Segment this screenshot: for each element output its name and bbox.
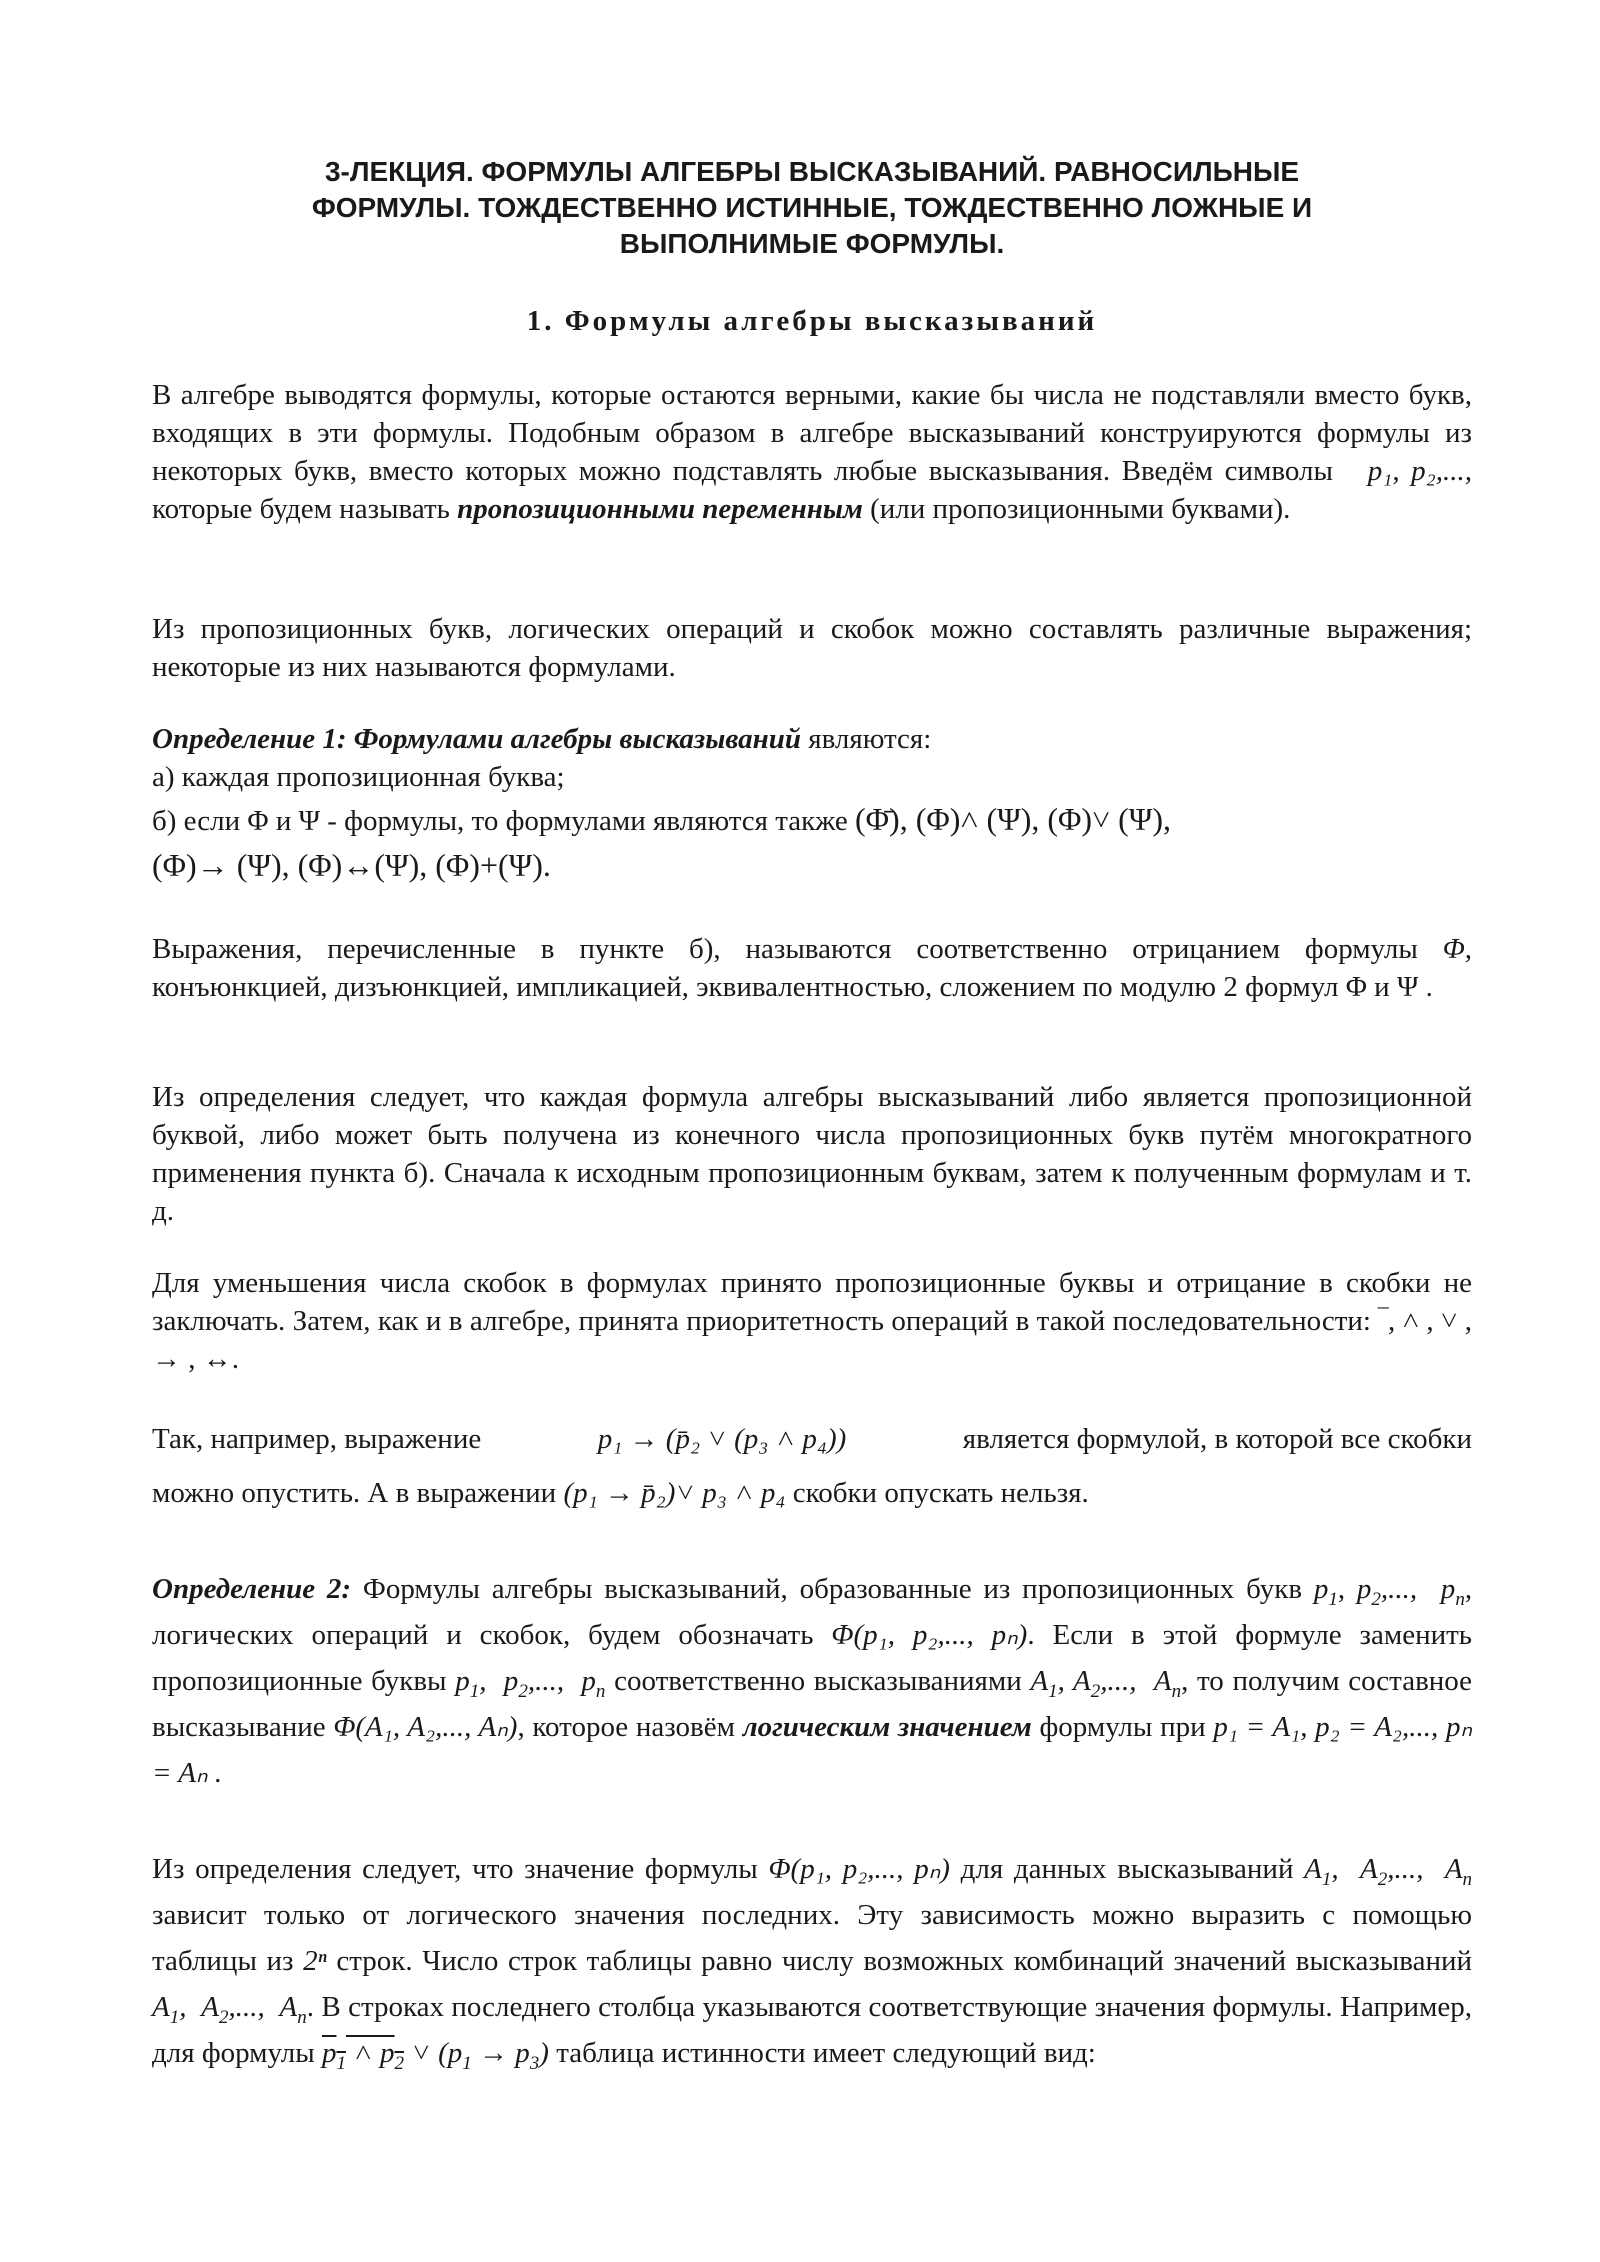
- p7-phi-p: Φ(p₁, p₂,..., pₙ): [768, 1853, 950, 1885]
- psi-symbol: Ψ: [298, 805, 321, 837]
- p6-text-d: скобки опускать нельзя.: [792, 1477, 1089, 1509]
- p7-text-d: строк. Число строк таблицы равно числу возможных комбинаций значений высказываний: [336, 1945, 1473, 1977]
- def2-phi-p: Φ(p₁, p₂,..., pₙ): [831, 1619, 1028, 1651]
- and-word-2: и: [1374, 971, 1390, 1003]
- definition-1: [152, 720, 1472, 758]
- def2-phi-a: Φ(A₁, A₂,..., Aₙ): [333, 1711, 518, 1743]
- p6-text-a: Так, например, выражение: [152, 1423, 482, 1455]
- intro-math: p₁, p₂,...,: [1367, 455, 1473, 487]
- example-line-2: [152, 1474, 1472, 1512]
- def2-text-c: . Если в этой формуле заменить пропозиционные буквы: [152, 1619, 1473, 1697]
- section-title: 1. Формулы алгебры высказываний: [526, 305, 1098, 337]
- def1-item-b-mid: - формулы, то формулами являются также: [327, 805, 848, 837]
- def1-formulas-line-2: (Φ)→ (Ψ), (Φ)↔(Ψ), (Φ)+(Ψ).: [152, 847, 551, 883]
- p7-text-e: . В строках последнего столбца указываются соответствующие значения формулы. Например, для формулы: [152, 1991, 1472, 2069]
- paragraph-intro: [152, 376, 1472, 528]
- def2-term: логическим значением: [742, 1711, 1032, 1743]
- example-formula-1: p₁ → (p̄₂ ˅ (p₃ ˄ p₄)): [597, 1423, 847, 1455]
- intro-text-b: которые будем называть: [152, 493, 450, 525]
- phi-symbol: Φ: [247, 805, 269, 837]
- def2-label: Определение 2:: [152, 1573, 352, 1605]
- paragraph-truth-table: Из определения следует, что значение формулы Φ(p₁, p₂,..., pₙ) для данных высказываний $A_1$, $A_2$,..., $A_n$ зависит только от логического значения последних. Эту зависимость можно выразить с помощью таблицы из 2ⁿ строк. Число строк таблицы равно числу возможных комбинаций значений высказываний $A_1$, $A_2$,..., $A_n$. В строках последнего столбца указываются соответствующие значения формулы. Например, для формулы $p_1$ ˄ $p_2$ ˅ $(p_1 \to p_3)$ таблица истинности имеет следующий вид:: [152, 1853, 1473, 2074]
- def2-text-a: Формулы алгебры высказываний, образованные из пропозиционных букв: [362, 1573, 1303, 1605]
- def1-label: Определение 1:: [152, 723, 347, 755]
- title-line-1: 3-ЛЕКЦИЯ. ФОРМУЛЫ АЛГЕБРЫ ВЫСКАЗЫВАНИЙ. РАВНОСИЛЬНЫЕ: [324, 156, 1300, 187]
- paragraph-priority: [152, 1264, 1472, 1378]
- def2-text-d: соответственно высказываниями: [614, 1665, 1022, 1697]
- def1-item-b-start: б) если: [152, 805, 241, 837]
- phi-symbol-2: Φ: [1345, 971, 1367, 1003]
- p7-example-formula: $p_1$ ˄ $p_2$ ˅ $(p_1 \to p_3)$: [321, 2037, 549, 2074]
- example-line-1: [152, 1420, 1472, 1458]
- example-formula-2: (p₁ → p̄₂)˅ p₃ ˄ p₄: [563, 1477, 786, 1509]
- def1-term: Формулами алгебры высказываний: [353, 723, 801, 755]
- p6-text-c: можно опустить. А в выражении: [152, 1477, 557, 1509]
- p7-text-a: Из определения следует, что значение формулы: [152, 1853, 758, 1885]
- def2-text-g: формулы при: [1039, 1711, 1206, 1743]
- intro-text-c: (или пропозиционными буквами).: [870, 493, 1291, 525]
- paragraph-definition-consequence: Из определения следует, что каждая формула алгебры высказываний либо является пропозиционной буквой, либо может быть получена из конечного числа пропозиционных букв путём многократного применения пункта б). Сначала к исходным пропозиционным буквам, затем к полученным формулам и т. д.: [152, 1081, 1472, 1227]
- p7-text-f: таблица истинности имеет следующий вид:: [556, 2037, 1096, 2069]
- p7-text-b: для данных высказываний: [960, 1853, 1294, 1885]
- definition-2: Определение 2: Формулы алгебры высказываний, образованные из пропозиционных букв $p_1$, $p_2$,..., $p_n$, логических операций и скобок, будем обозначать Φ(p₁, p₂,..., pₙ). Если в этой формуле заменить пропозиционные буквы $p_1$, $p_2$,..., $p_n$ соответственно высказываниями $A_1$, $A_2$,..., $A_n$, то получим составное высказывание Φ(A₁, A₂,..., Aₙ), которое назовём логическим значением формулы при p₁ = A₁, p₂ = A₂,..., pₙ = Aₙ .: [152, 1573, 1473, 1789]
- paragraph-names: Выражения, перечисленные в пункте б), называются соответственно отрицанием формулы Φ, конъюнкцией, дизъюнкцией, импликацией, эквивалентностью, сложением по модулю 2 формул Φ и Ψ .: [152, 933, 1473, 1003]
- paragraph-expressions: Из пропозиционных букв, логических операций и скобок можно составлять различные выражения; некоторые из них называются формулами.: [152, 613, 1472, 683]
- intro-text: В алгебре выводятся формулы, которые остаются верными, какие бы числа не подставляли вместо букв, входящих в эти формулы. Подобным образом в алгебре высказываний конструируются формулы из некоторых букв, вместо которых можно подставлять любые высказывания. Введём символы: [152, 379, 1472, 487]
- def1-rest: являются:: [808, 723, 932, 755]
- def1-item-a: а) каждая пропозиционная буква;: [152, 761, 565, 793]
- phi-italic-symbol: Φ: [1442, 933, 1465, 965]
- p7-text-c: зависит только от логического значения последних. Эту зависимость можно выразить с помощью таблицы из: [152, 1899, 1472, 1977]
- p5-text: Для уменьшения числа скобок в формулах принято пропозиционные буквы и отрицание в скобки не заключать. Затем, как и в алгебре, принята приоритетность операций в такой последовательности:: [152, 1267, 1472, 1337]
- paragraph-example: [152, 1420, 1472, 1512]
- def2-text-e: то получим составное высказывание: [152, 1665, 1473, 1743]
- p3-text-b: конъюнкцией, дизъюнкцией, импликацией, эквивалентностью, сложением по модулю 2 формул: [152, 971, 1339, 1003]
- p6-text-b: является формулой, в которой все скобки: [962, 1423, 1472, 1455]
- p3-text-a: Выражения, перечисленные в пункте б), называются соответственно отрицанием формулы: [152, 933, 1418, 965]
- def2-equalities: p₁ = A₁, p₂ = A₂,..., pₙ = Aₙ .: [152, 1711, 1473, 1789]
- title-line-2: ФОРМУЛЫ. ТОЖДЕСТВЕННО ИСТИННЫЕ, ТОЖДЕСТВЕННО ЛОЖНЫЕ И: [311, 192, 1313, 223]
- def2-text-b: логических операций и скобок, будем обозначать: [152, 1619, 814, 1651]
- and-word: и: [275, 805, 292, 837]
- def1-formulas-line-1: (Φ̄), (Φ)˄ (Ψ), (Φ)˅ (Ψ),: [855, 801, 1172, 837]
- psi-symbol-2: Ψ: [1396, 971, 1419, 1003]
- two-power-n: 2ⁿ: [303, 1945, 327, 1977]
- intro-term: пропозиционными переменным: [457, 493, 863, 525]
- lecture-title: [152, 154, 1472, 262]
- priority-ops: ‾, ˄ , ˅ , → , ↔.: [152, 1305, 1472, 1375]
- title-line-3: ВЫПОЛНИМЫЕ ФОРМУЛЫ.: [619, 228, 1005, 259]
- def1-item-b: [152, 800, 1171, 840]
- def2-text-f: , которое назовём: [517, 1711, 735, 1743]
